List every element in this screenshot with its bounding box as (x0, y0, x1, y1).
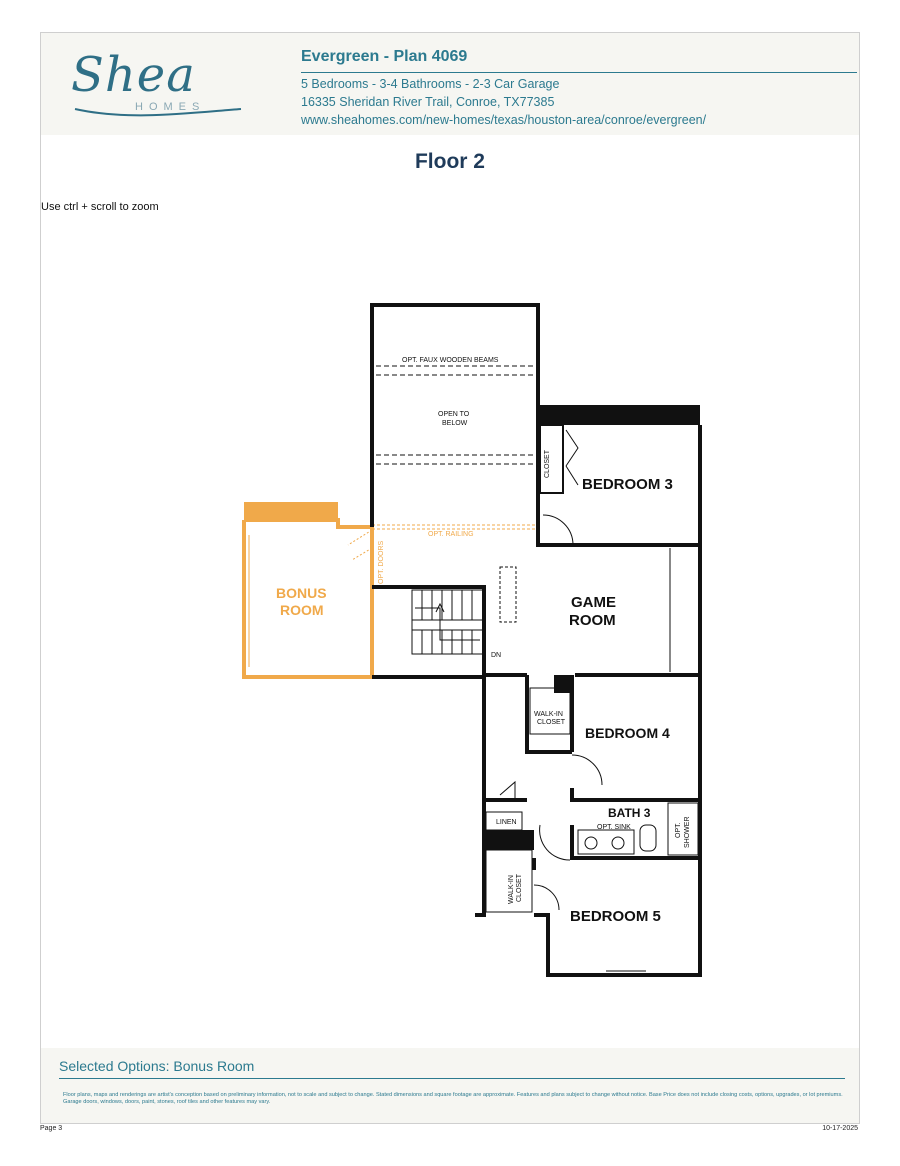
note-walkin5-1: WALK-IN (508, 875, 515, 904)
note-closet-bedroom-3: CLOSET (544, 449, 551, 478)
note-walkin-1: WALK-IN (534, 711, 563, 718)
note-linen: LINEN (496, 819, 517, 826)
note-opt-shower-2: SHOWER (684, 816, 691, 848)
room-label-bedroom-5: BEDROOM 5 (570, 908, 661, 925)
floor-title: Floor 2 (414, 150, 485, 173)
note-walkin-2: CLOSET (537, 719, 566, 726)
selected-options: Selected Options: Bonus Room (59, 1058, 255, 1074)
note-opt-shower-1: OPT. (675, 822, 682, 838)
print-date: 10-17-2025 (822, 1125, 858, 1132)
plan-specs: 5 Bedrooms - 3-4 Bathrooms - 2-3 Car Garage (301, 77, 560, 91)
room-label-bedroom-3: BEDROOM 3 (582, 476, 673, 493)
note-faux-beams: OPT. FAUX WOODEN BEAMS (402, 357, 499, 364)
logo-subtext: HOMES (135, 101, 206, 113)
room-label-game-1: GAME (571, 594, 616, 611)
community-url[interactable]: www.sheahomes.com/new-homes/texas/houston-area/conroe/evergreen/ (301, 113, 707, 127)
game-room (372, 545, 700, 677)
room-label-game-2: ROOM (569, 612, 616, 629)
note-walkin5-2: CLOSET (516, 873, 523, 902)
room-label-bonus-1: BONUS (276, 585, 327, 601)
note-open-to: OPEN TO (438, 411, 470, 418)
disclaimer: Floor plans, maps and renderings are artist's conception based on preliminary information, not to scale and subject to change. Stated dimensions and square footage are approximate. Features and plans subject to change without notice. Base Price does not include closing costs, options, upgrades, or lot premiums. Garage doors, windows, doors, paint, stones, roof tiles and other features may vary. (63, 1092, 843, 1105)
community-address: 16335 Sheridan River Trail, Conroe, TX77385 (301, 95, 555, 109)
staircase (412, 590, 484, 654)
zoom-hint: Use ctrl + scroll to zoom (41, 201, 159, 213)
note-dn: DN (491, 652, 502, 659)
note-opt-doors: OPT. DOORS (378, 540, 385, 584)
note-below: BELOW (442, 420, 468, 427)
page-number: Page 3 (40, 1125, 63, 1132)
logo-script-text: Shea (71, 47, 196, 103)
note-opt-sink: OPT. SINK (597, 824, 631, 831)
room-label-bonus-2: ROOM (280, 602, 324, 618)
plan-title: Evergreen - Plan 4069 (301, 48, 468, 65)
room-label-bedroom-4: BEDROOM 4 (585, 725, 670, 741)
room-label-bath-3: BATH 3 (608, 806, 651, 820)
note-opt-railing: OPT. RAILING (428, 531, 474, 538)
bedroom-3 (538, 405, 700, 545)
